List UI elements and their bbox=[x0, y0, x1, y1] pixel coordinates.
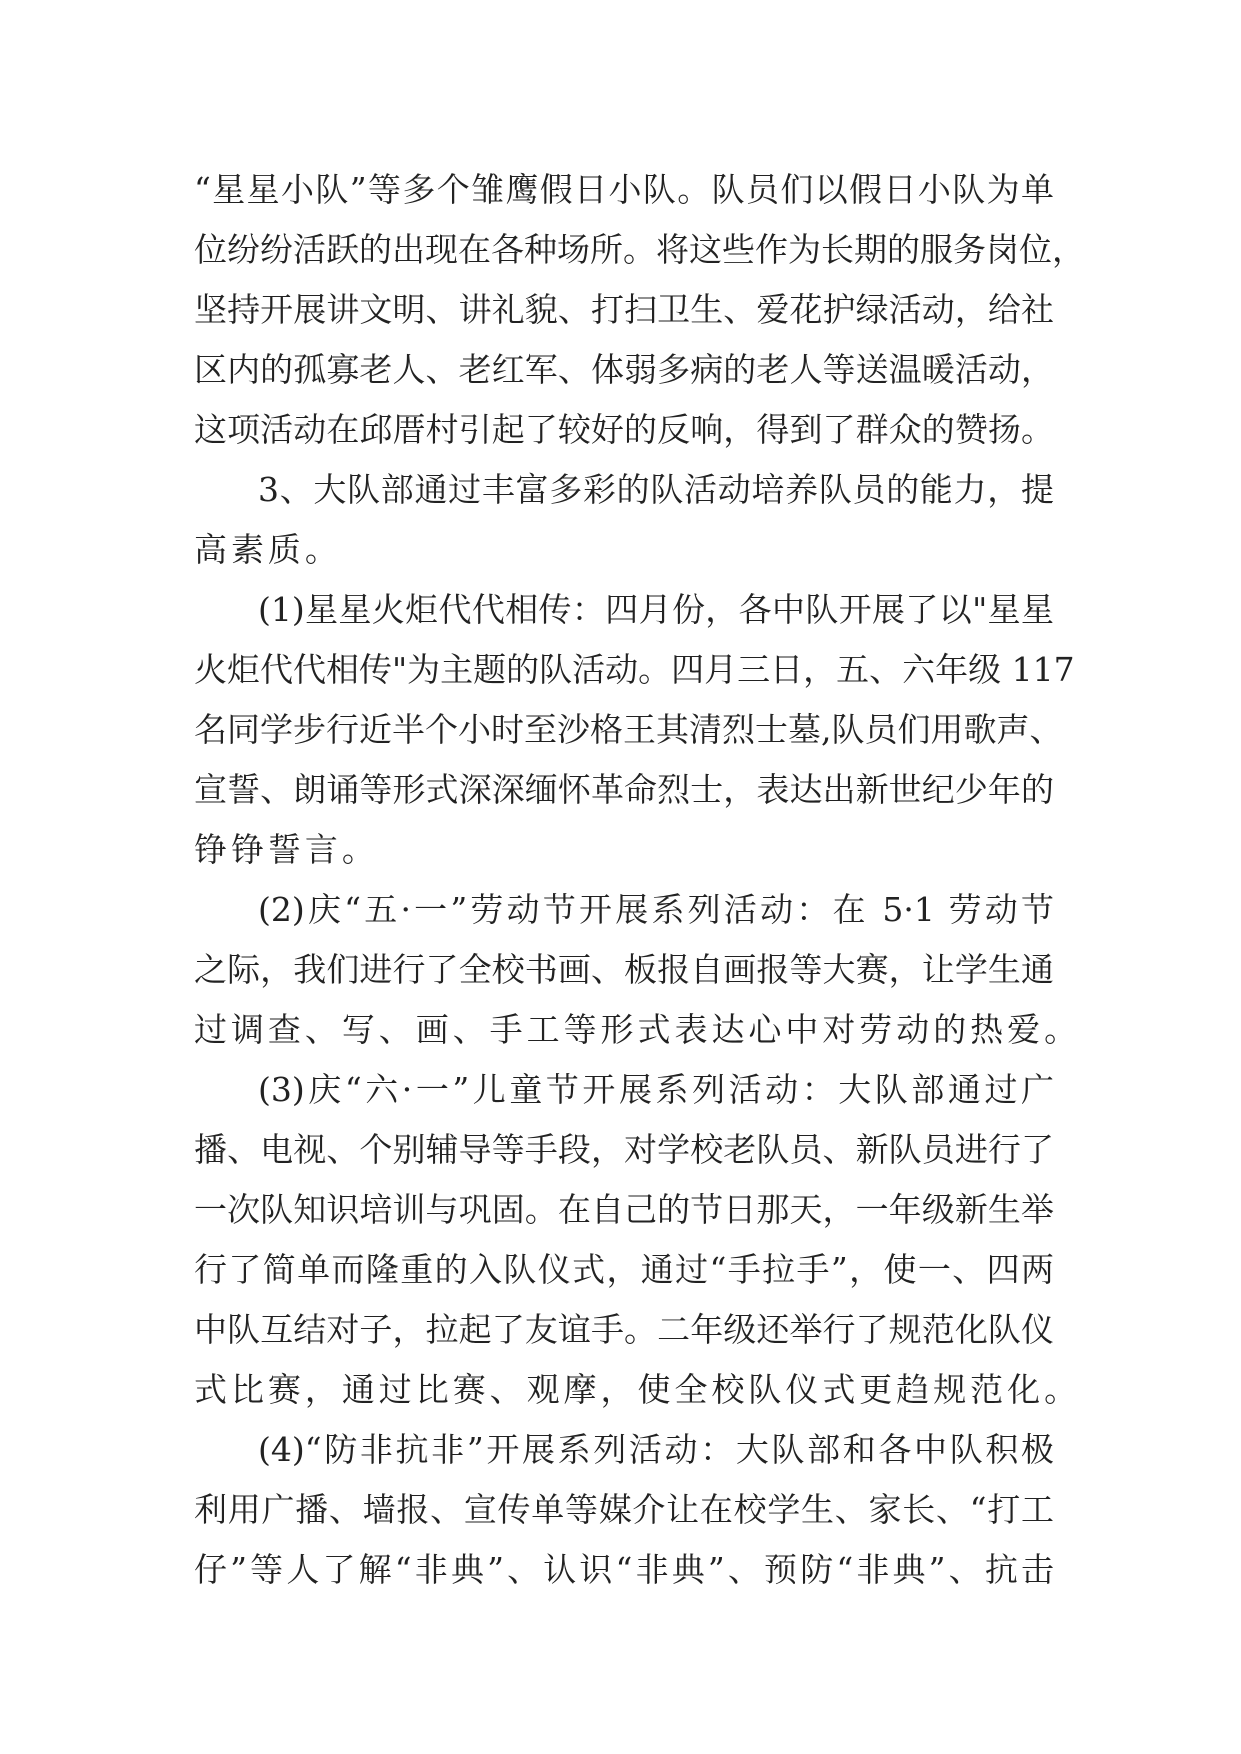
text-line: 利用广播、墙报、宣传单等媒介让在校学生、家长、“打工 bbox=[194, 1490, 1054, 1529]
text-line: (1)星星火炬代代相传：四月份，各中队开展了以"星星 bbox=[258, 590, 1054, 629]
text-line: 位纷纷活跃的出现在各种场所。将这些作为长期的服务岗位， bbox=[194, 230, 1085, 269]
text-line: 名同学步行近半个小时至沙格王其清烈士墓,队员们用歌声、 bbox=[194, 710, 1063, 749]
paragraph-1 bbox=[194, 160, 1085, 460]
text-line: 这项活动在邱厝村引起了较好的反响，得到了群众的赞扬。 bbox=[194, 410, 1054, 449]
text-line: 式比赛，通过比赛、观摩，使全校队仪式更趋规范化。 bbox=[194, 1370, 1082, 1409]
paragraph-3 bbox=[194, 580, 1075, 880]
paragraph-5 bbox=[194, 1060, 1082, 1420]
paragraph-6 bbox=[194, 1420, 1054, 1600]
text-line: 铮铮誓言。 bbox=[194, 830, 379, 869]
text-line: 坚持开展讲文明、讲礼貌、打扫卫生、爱花护绿活动，给社 bbox=[194, 290, 1054, 329]
text-line: 中队互结对子，拉起了友谊手。二年级还举行了规范化队仪 bbox=[194, 1310, 1054, 1349]
text-line: (3)庆“六·一”儿童节开展系列活动：大队部通过广 bbox=[258, 1070, 1054, 1109]
text-line: 高素质。 bbox=[194, 530, 342, 569]
text-line: (2)庆“五·一”劳动节开展系列活动：在 5·1 劳动节 bbox=[258, 890, 1054, 929]
text-line: 之际，我们进行了全校书画、板报自画报等大赛，让学生通 bbox=[194, 950, 1054, 989]
document-body bbox=[194, 160, 1085, 1600]
text-line: 行了简单而隆重的入队仪式，通过“手拉手”，使一、四两 bbox=[194, 1250, 1054, 1289]
paragraph-4 bbox=[194, 880, 1082, 1060]
text-line: 区内的孤寡老人、老红军、体弱多病的老人等送温暖活动， bbox=[194, 350, 1054, 389]
text-line: 宣誓、朗诵等形式深深缅怀革命烈士，表达出新世纪少年的 bbox=[194, 770, 1054, 809]
text-line: 过调查、写、画、手工等形式表达心中对劳动的热爱。 bbox=[194, 1010, 1082, 1049]
text-line: “星星小队”等多个雏鹰假日小队。队员们以假日小队为单 bbox=[194, 170, 1054, 209]
text-line: 仔”等人了解“非典”、认识“非典”、预防“非典”、抗击 bbox=[194, 1550, 1054, 1589]
text-line: 火炬代代相传"为主题的队活动。四月三日，五、六年级 117 bbox=[194, 650, 1075, 689]
text-line: 播、电视、个别辅导等手段，对学校老队员、新队员进行了 bbox=[194, 1130, 1054, 1169]
text-line: 3、大队部通过丰富多彩的队活动培养队员的能力，提 bbox=[258, 470, 1054, 509]
paragraph-2 bbox=[194, 460, 1054, 580]
text-line: (4)“防非抗非”开展系列活动：大队部和各中队积极 bbox=[258, 1430, 1054, 1469]
text-line: 一次队知识培训与巩固。在自己的节日那天，一年级新生举 bbox=[194, 1190, 1054, 1229]
